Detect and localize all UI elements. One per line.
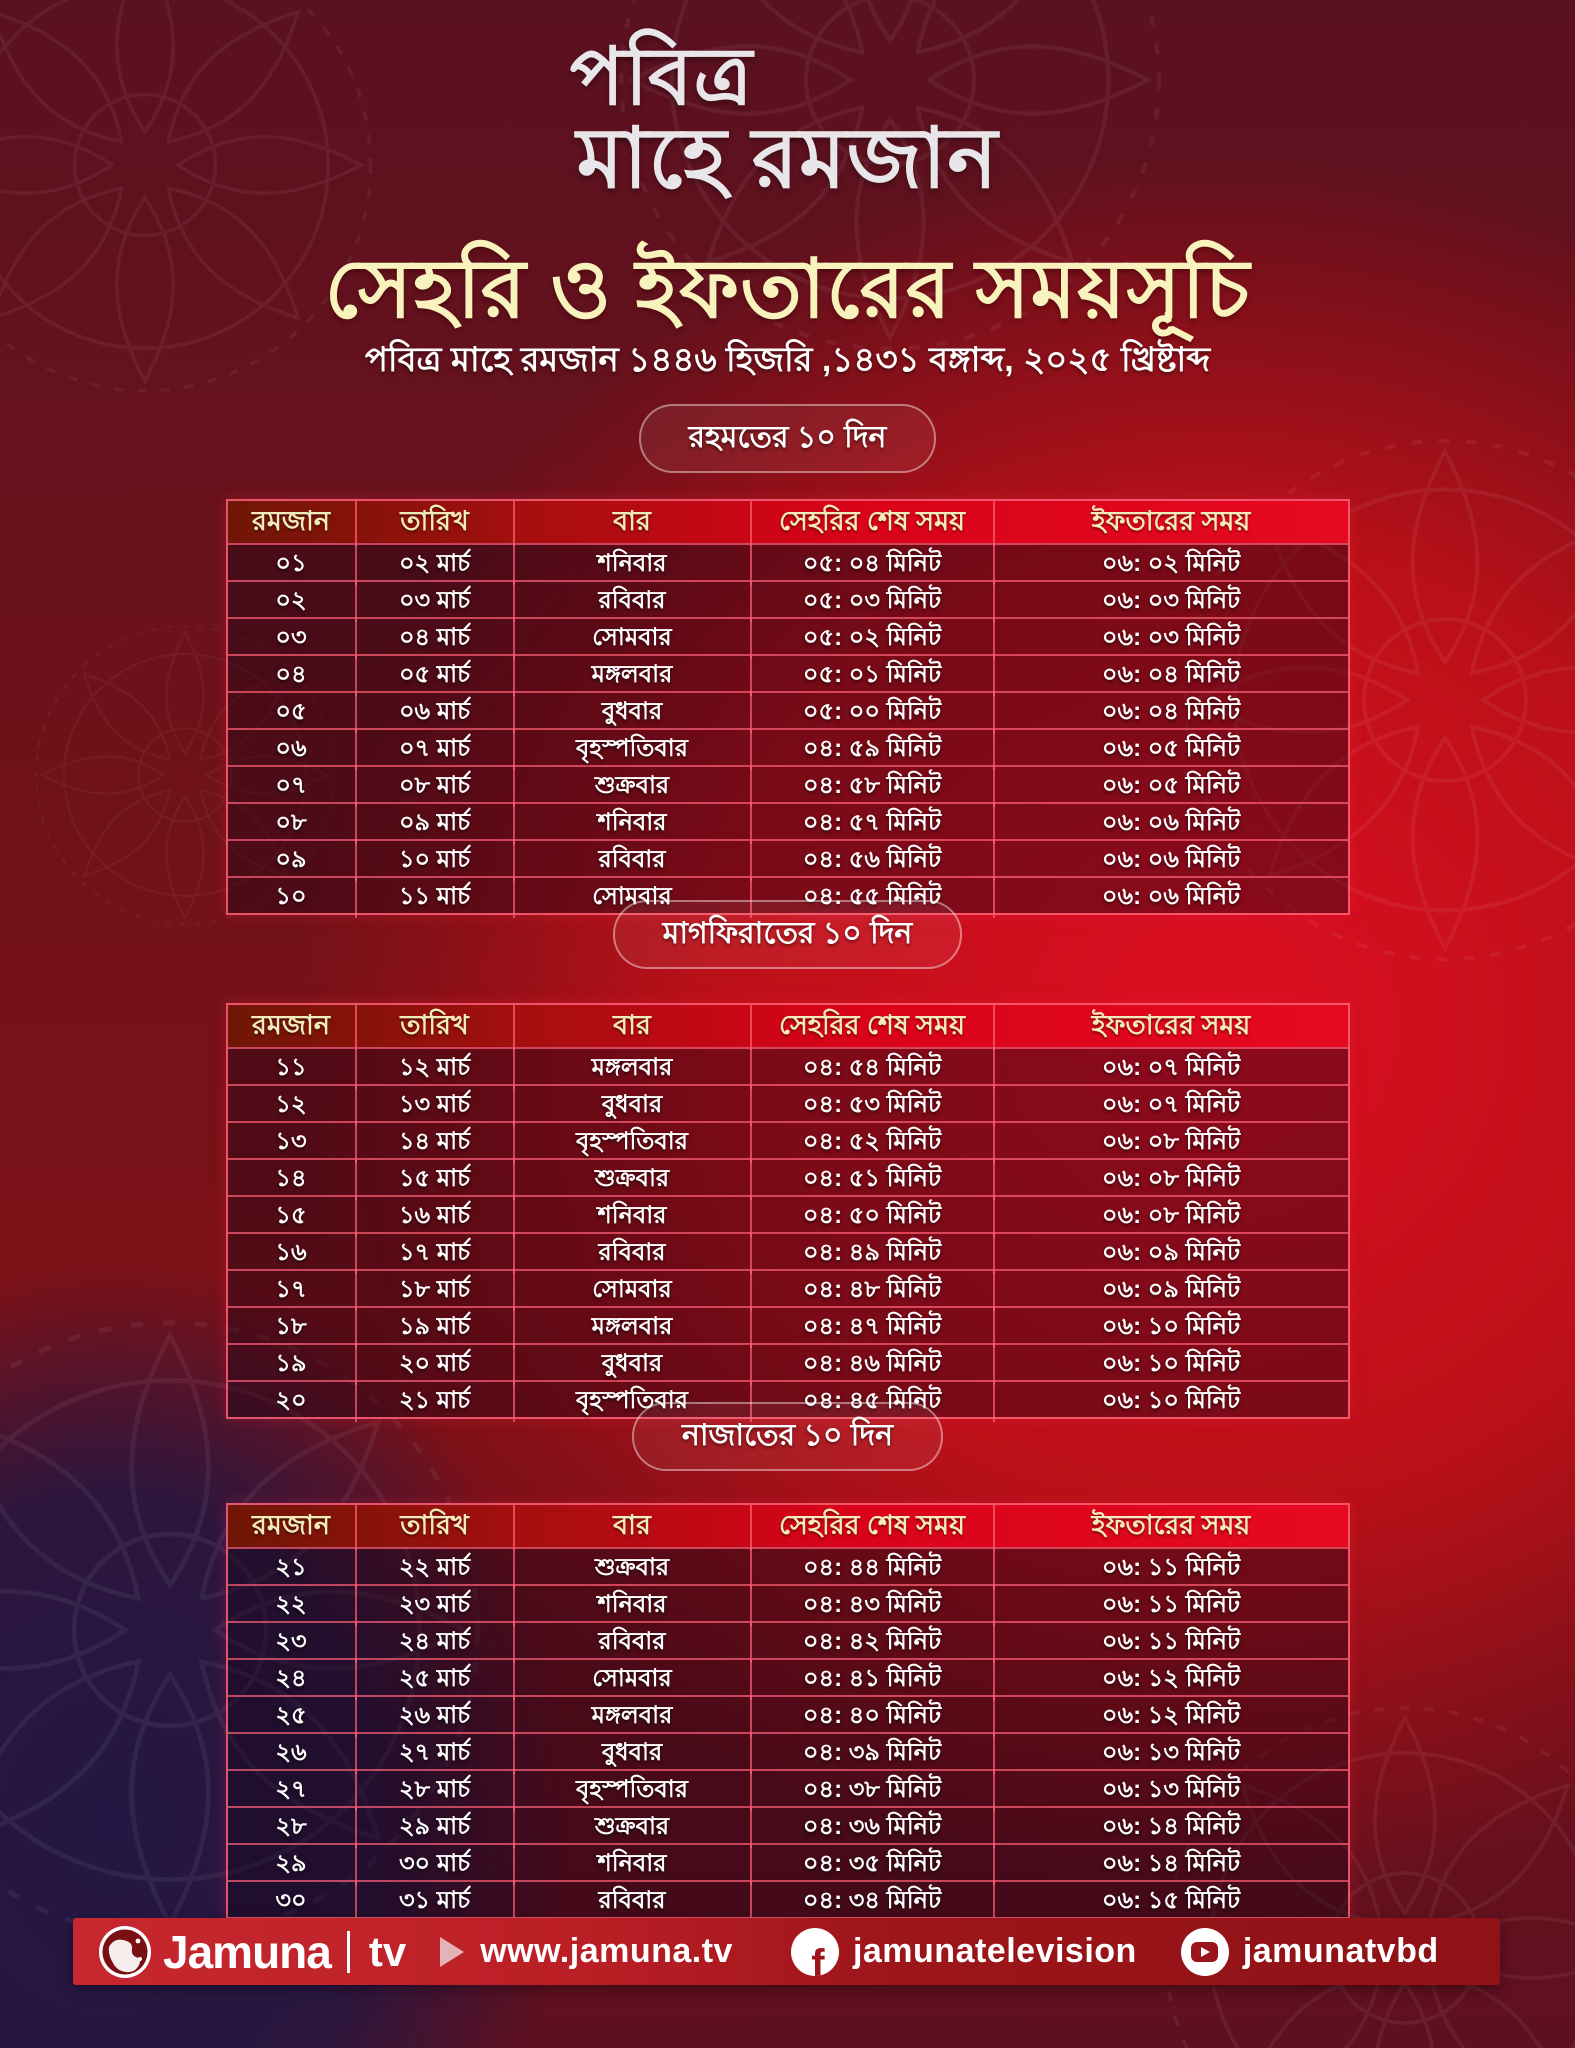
date-cell: ১৮ মার্চ (355, 1271, 513, 1311)
date-cell: ২৭ মার্চ (355, 1734, 513, 1774)
sehri-end-time-cell: ০৪: ৪১ মিনিট (750, 1660, 993, 1700)
table-row (228, 654, 1348, 691)
ramadan-day-cell: ১৬ (275, 1239, 307, 1266)
ramadan-day-cell: ২৭ (275, 1776, 307, 1803)
date-cell: ২০ মার্চ (355, 1345, 513, 1385)
sehri-end-time-cell: ০৪: ৪৩ মিনিট (750, 1586, 993, 1626)
iftar-time-cell: ০৬: ০৬ মিনিট (993, 841, 1348, 881)
iftar-time-cell: ০৬: ১১ মিনিট (993, 1623, 1348, 1663)
ramadan-phase-section (0, 1402, 1575, 1919)
table-row (228, 765, 1348, 802)
facebook-handle-group (791, 1928, 1137, 1976)
weekday-cell: রবিবার (513, 1882, 750, 1922)
weekday-cell: শুক্রবার (513, 767, 750, 807)
date-cell: ০৩ মার্চ (355, 582, 513, 622)
date-cell: ১০ মার্চ (355, 841, 513, 881)
date-cell: ২৪ মার্চ (355, 1623, 513, 1663)
date-cell: ২২ মার্চ (355, 1549, 513, 1589)
iftar-time-cell: ০৬: ০৩ মিনিট (993, 619, 1348, 659)
date-cell: ১৭ মার্চ (355, 1234, 513, 1274)
ramadan-day-cell: ০৯ (275, 846, 307, 873)
header-cell: ইফতারের সময় (993, 1005, 1348, 1050)
date-cell: ২৩ মার্চ (355, 1586, 513, 1626)
iftar-time-cell: ০৬: ০৭ মিনিট (993, 1086, 1348, 1126)
date-cell: ২৬ মার্চ (355, 1697, 513, 1737)
ramadan-day-cell: ২১ (275, 1554, 307, 1581)
weekday-cell: শনিবার (513, 1845, 750, 1885)
iftar-time-cell: ০৬: ০২ মিনিট (993, 545, 1348, 585)
weekday-cell: বৃহস্পতিবার (513, 1123, 750, 1163)
sehri-end-time-cell: ০৫: ০০ মিনিট (750, 693, 993, 733)
play-arrow-icon (440, 1937, 464, 1967)
title-line-2: মাহে রমজান (576, 111, 999, 206)
schedule-title: সেহরি ও ইফতারের সময়সূচি (324, 244, 1251, 335)
youtube-handle-group (1181, 1928, 1439, 1976)
table-row (228, 1547, 1348, 1584)
sehri-end-time-cell: ০৫: ০৪ মিনিট (750, 545, 993, 585)
ramadan-day-cell: ০৬ (275, 735, 307, 762)
header-cell: বার (513, 1005, 750, 1050)
sehri-end-time-cell: ০৪: ৩৫ মিনিট (750, 1845, 993, 1885)
table-row (228, 543, 1348, 580)
globe-icon (99, 1926, 151, 1978)
date-cell: ০৮ মার্চ (355, 767, 513, 807)
ramadan-day-cell: ১০ (275, 883, 307, 910)
iftar-time-cell: ০৬: ১২ মিনিট (993, 1660, 1348, 1700)
header-cell: ইফতারের সময় (993, 1505, 1348, 1550)
phase-pill (613, 900, 963, 969)
ramadan-day-cell: ২৫ (275, 1702, 307, 1729)
sehri-end-time-cell: ০৪: ৫২ মিনিট (750, 1123, 993, 1163)
table-row (228, 1158, 1348, 1195)
sehri-end-time-cell: ০৪: ৫৪ মিনিট (750, 1049, 993, 1089)
sehri-end-time-cell: ০৪: ৪৪ মিনিট (750, 1549, 993, 1589)
date-cell: ২৫ মার্চ (355, 1660, 513, 1700)
date-cell: ১৪ মার্চ (355, 1123, 513, 1163)
sehri-end-time-cell: ০৪: ৫০ মিনিট (750, 1197, 993, 1237)
ramadan-day-cell: ০৮ (275, 809, 307, 836)
weekday-cell: শনিবার (513, 804, 750, 844)
brand-divider (347, 1931, 350, 1973)
ramadan-day-cell: ০৪ (275, 661, 307, 688)
iftar-time-cell: ০৬: ১৪ মিনিট (993, 1845, 1348, 1885)
sehri-end-time-cell: ০৪: ৫৮ মিনিট (750, 767, 993, 807)
weekday-cell: মঙ্গলবার (513, 1049, 750, 1089)
sehri-end-time-cell: ০৪: ৫১ মিনিট (750, 1160, 993, 1200)
iftar-time-cell: ০৬: ০৪ মিনিট (993, 656, 1348, 696)
ramadan-day-cell: ০১ (275, 550, 307, 577)
iftar-time-cell: ০৬: ০৪ মিনিট (993, 693, 1348, 733)
sehri-end-time-cell: ০৪: ৪৫ মিনিট (750, 1382, 993, 1422)
iftar-time-cell: ০৬: ০৫ মিনিট (993, 730, 1348, 770)
header-cell: তারিখ (355, 1505, 513, 1550)
sehri-end-time-cell: ০৪: ৪৮ মিনিট (750, 1271, 993, 1311)
weekday-cell: বুধবার (513, 1345, 750, 1385)
header-cell: বার (513, 501, 750, 546)
table-row (228, 1306, 1348, 1343)
table-row (228, 1343, 1348, 1380)
date-cell: ২১ মার্চ (355, 1382, 513, 1422)
table-header-row (228, 1005, 1348, 1047)
iftar-time-cell: ০৬: ১৩ মিনিট (993, 1771, 1348, 1811)
sehri-end-time-cell: ০৫: ০২ মিনিট (750, 619, 993, 659)
footer-bar (73, 1918, 1500, 1985)
table-header-row (228, 1505, 1348, 1547)
iftar-time-cell: ০৬: ১৫ মিনিট (993, 1882, 1348, 1922)
iftar-time-cell: ০৬: ০৯ মিনিট (993, 1271, 1348, 1311)
iftar-time-cell: ০৬: ০৯ মিনিট (993, 1234, 1348, 1274)
weekday-cell: মঙ্গলবার (513, 656, 750, 696)
table-row (228, 1769, 1348, 1806)
weekday-cell: শনিবার (513, 545, 750, 585)
schedule-table (226, 1003, 1350, 1419)
sehri-end-time-cell: ০৪: ৪৭ মিনিট (750, 1308, 993, 1348)
weekday-cell: শুক্রবার (513, 1808, 750, 1848)
weekday-cell: রবিবার (513, 582, 750, 622)
ramadan-day-cell: ১৯ (275, 1350, 307, 1377)
date-cell: ০২ মার্চ (355, 545, 513, 585)
jamuna-tv-logo (99, 1926, 406, 1978)
youtube-handle: jamunatvbd (1242, 1932, 1439, 1970)
header-cell: ইফতারের সময় (993, 501, 1348, 546)
header-cell: সেহরির শেষ সময় (750, 1505, 993, 1550)
iftar-time-cell: ০৬: ১০ মিনিট (993, 1345, 1348, 1385)
weekday-cell: শুক্রবার (513, 1549, 750, 1589)
brand-suffix: tv (368, 1927, 407, 1975)
ramadan-day-cell: ১৪ (275, 1165, 307, 1192)
header-cell: সেহরির শেষ সময় (750, 1005, 993, 1050)
weekday-cell: বুধবার (513, 1734, 750, 1774)
table-row (228, 1232, 1348, 1269)
schedule-table (226, 499, 1350, 915)
weekday-cell: বুধবার (513, 693, 750, 733)
table-header-row (228, 501, 1348, 543)
iftar-time-cell: ০৬: ০৮ মিনিট (993, 1160, 1348, 1200)
iftar-time-cell: ০৬: ০৩ মিনিট (993, 582, 1348, 622)
ramadan-day-cell: ২৯ (275, 1850, 307, 1877)
table-row (228, 1621, 1348, 1658)
ramadan-day-cell: ২৩ (275, 1628, 307, 1655)
sehri-end-time-cell: ০৪: ৪৬ মিনিট (750, 1345, 993, 1385)
header-cell: তারিখ (355, 1005, 513, 1050)
iftar-time-cell: ০৬: ১৪ মিনিট (993, 1808, 1348, 1848)
ramadan-day-cell: ১২ (275, 1091, 307, 1118)
date-cell: ০৯ মার্চ (355, 804, 513, 844)
date-cell: ০৭ মার্চ (355, 730, 513, 770)
weekday-cell: শনিবার (513, 1197, 750, 1237)
ramadan-day-cell: ১৮ (275, 1313, 307, 1340)
ramadan-day-cell: ০৩ (275, 624, 307, 651)
weekday-cell: রবিবার (513, 1234, 750, 1274)
weekday-cell: সোমবার (513, 878, 750, 918)
phase-pill (639, 404, 937, 473)
date-cell: ০৪ মার্চ (355, 619, 513, 659)
sehri-end-time-cell: ০৪: ৪২ মিনিট (750, 1623, 993, 1663)
ramadan-day-cell: ২০ (275, 1387, 307, 1414)
table-row (228, 802, 1348, 839)
table-row (228, 1195, 1348, 1232)
iftar-time-cell: ০৬: ১১ মিনিট (993, 1586, 1348, 1626)
weekday-cell: বৃহস্পতিবার (513, 730, 750, 770)
ramadan-day-cell: ০৭ (275, 772, 307, 799)
table-row (228, 1658, 1348, 1695)
table-row (228, 1084, 1348, 1121)
weekday-cell: রবিবার (513, 841, 750, 881)
ramadan-phase-section (0, 900, 1575, 1419)
header-cell: রমজান (252, 1510, 330, 1540)
weekday-cell: শনিবার (513, 1586, 750, 1626)
header-cell: তারিখ (355, 501, 513, 546)
ramadan-day-cell: ২৮ (275, 1813, 307, 1840)
iftar-time-cell: ০৬: ০৬ মিনিট (993, 804, 1348, 844)
sehri-end-time-cell: ০৪: ৫৬ মিনিট (750, 841, 993, 881)
table-row (228, 691, 1348, 728)
header-cell: বার (513, 1505, 750, 1550)
table-row (228, 1047, 1348, 1084)
weekday-cell: সোমবার (513, 1271, 750, 1311)
weekday-cell: বৃহস্পতিবার (513, 1382, 750, 1422)
main-title (0, 32, 1575, 206)
table-body (228, 1047, 1348, 1417)
iftar-time-cell: ০৬: ১০ মিনিট (993, 1382, 1348, 1422)
date-cell: ০৬ মার্চ (355, 693, 513, 733)
table-row (228, 839, 1348, 876)
table-row (228, 728, 1348, 765)
brand-wordmark: Jamuna (163, 1925, 331, 1978)
iftar-time-cell: ০৬: ১১ মিনিট (993, 1549, 1348, 1589)
sehri-end-time-cell: ০৪: ৫৭ মিনিট (750, 804, 993, 844)
sehri-end-time-cell: ০৪: ৫৯ মিনিট (750, 730, 993, 770)
sehri-end-time-cell: ০৪: ৩৯ মিনিট (750, 1734, 993, 1774)
sehri-end-time-cell: ০৪: ৫৫ মিনিট (750, 878, 993, 918)
iftar-time-cell: ০৬: ০৮ মিনিট (993, 1123, 1348, 1163)
table-row (228, 1584, 1348, 1621)
date-cell: ০৫ মার্চ (355, 656, 513, 696)
table-body (228, 1547, 1348, 1917)
header-cell: রমজান (252, 1010, 330, 1040)
ramadan-day-cell: ২৬ (275, 1739, 307, 1766)
ramadan-day-cell: ১৩ (275, 1128, 307, 1155)
header-cell: সেহরির শেষ সময় (750, 501, 993, 546)
date-cell: ২৯ মার্চ (355, 1808, 513, 1848)
title-line-1: পবিত্র (569, 32, 754, 121)
table-row (228, 1880, 1348, 1917)
sehri-end-time-cell: ০৪: ৩৬ মিনিট (750, 1808, 993, 1848)
facebook-icon: f (791, 1928, 839, 1976)
weekday-cell: শুক্রবার (513, 1160, 750, 1200)
iftar-time-cell: ০৬: ১৩ মিনিট (993, 1734, 1348, 1774)
weekday-cell: বুধবার (513, 1086, 750, 1126)
iftar-time-cell: ০৬: ০৭ মিনিট (993, 1049, 1348, 1089)
calendar-info-line: পবিত্র মাহে রমজান ১৪৪৬ হিজরি ,১৪৩১ বঙ্গাব্দ, ২০২৫ খ্রিষ্টাব্দ (364, 341, 1211, 379)
ramadan-phase-section (0, 404, 1575, 915)
table-row (228, 1732, 1348, 1769)
ramadan-day-cell: ৩০ (275, 1887, 307, 1914)
ramadan-day-cell: ২২ (275, 1591, 307, 1618)
sehri-end-time-cell: ০৫: ০১ মিনিট (750, 656, 993, 696)
iftar-time-cell: ০৬: ০৬ মিনিট (993, 878, 1348, 918)
sehri-end-time-cell: ০৫: ০৩ মিনিট (750, 582, 993, 622)
weekday-cell: সোমবার (513, 1660, 750, 1700)
sehri-end-time-cell: ০৪: ৫৩ মিনিট (750, 1086, 993, 1126)
ramadan-day-cell: ১৫ (275, 1202, 307, 1229)
date-cell: ১২ মার্চ (355, 1049, 513, 1089)
ramadan-day-cell: ১৭ (275, 1276, 307, 1303)
table-row (228, 1121, 1348, 1158)
ramadan-day-cell: ০২ (275, 587, 307, 614)
table-row (228, 1806, 1348, 1843)
date-cell: ৩০ মার্চ (355, 1845, 513, 1885)
weekday-cell: মঙ্গলবার (513, 1308, 750, 1348)
weekday-cell: রবিবার (513, 1623, 750, 1663)
weekday-cell: মঙ্গলবার (513, 1697, 750, 1737)
iftar-time-cell: ০৬: ১০ মিনিট (993, 1308, 1348, 1348)
date-cell: ১৬ মার্চ (355, 1197, 513, 1237)
table-row (228, 1269, 1348, 1306)
iftar-time-cell: ০৬: ১২ মিনিট (993, 1697, 1348, 1737)
date-cell: ১১ মার্চ (355, 878, 513, 918)
iftar-time-cell: ০৬: ০৫ মিনিট (993, 767, 1348, 807)
sehri-end-time-cell: ০৪: ৩৪ মিনিট (750, 1882, 993, 1922)
weekday-cell: সোমবার (513, 619, 750, 659)
header-cell: রমজান (252, 506, 330, 536)
date-cell: ১৯ মার্চ (355, 1308, 513, 1348)
date-cell: ১৫ মার্চ (355, 1160, 513, 1200)
phase-pill-label: রহমতের ১০ দিন (688, 421, 887, 454)
date-cell: ৩১ মার্চ (355, 1882, 513, 1922)
schedule-table (226, 1503, 1350, 1919)
website-url: www.jamuna.tv (480, 1932, 733, 1970)
weekday-cell: বৃহস্পতিবার (513, 1771, 750, 1811)
iftar-time-cell: ০৬: ০৮ মিনিট (993, 1197, 1348, 1237)
table-row (228, 1843, 1348, 1880)
ramadan-day-cell: ২৪ (275, 1665, 307, 1692)
table-row (228, 617, 1348, 654)
sehri-end-time-cell: ০৪: ৩৮ মিনিট (750, 1771, 993, 1811)
phase-pill (632, 1402, 943, 1471)
facebook-handle: jamunatelevision (852, 1932, 1137, 1970)
sehri-end-time-cell: ০৪: ৪০ মিনিট (750, 1697, 993, 1737)
ramadan-day-cell: ০৫ (275, 698, 307, 725)
phase-pill-label: নাজাতের ১০ দিন (681, 1419, 894, 1452)
date-cell: ১৩ মার্চ (355, 1086, 513, 1126)
table-body (228, 543, 1348, 913)
phase-pill-label: মাগফিরাতের ১০ দিন (662, 917, 913, 950)
youtube-icon (1181, 1928, 1229, 1976)
sehri-end-time-cell: ০৪: ৪৯ মিনিট (750, 1234, 993, 1274)
table-row (228, 580, 1348, 617)
date-cell: ২৮ মার্চ (355, 1771, 513, 1811)
ramadan-day-cell: ১১ (275, 1054, 307, 1081)
table-row (228, 1695, 1348, 1732)
